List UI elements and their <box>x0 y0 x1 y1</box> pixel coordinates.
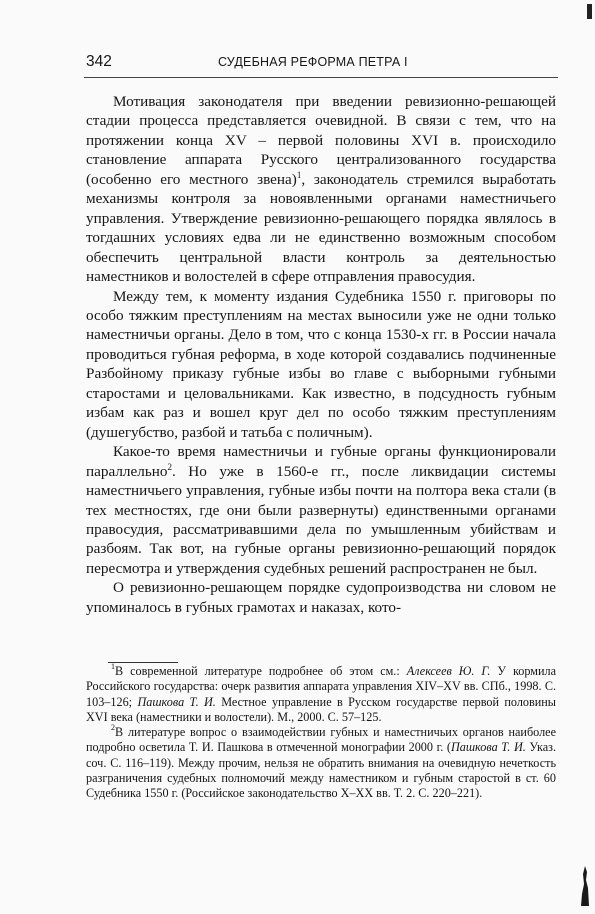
main-text <box>86 92 556 617</box>
running-title: СУДЕБНАЯ РЕФОРМА ПЕТРА I <box>218 55 408 69</box>
footnote-2-text-a: В литературе вопрос о взаимодействии губных и наместничьих органов наиболее подробно осветила Т. И. Пашкова в отмеченной монографии 2000 г. ( <box>86 725 556 755</box>
scan-edge-mark <box>587 4 592 19</box>
footnote-1 <box>86 664 556 725</box>
footnote-2-author: Пашкова Т. И. <box>450 740 526 755</box>
scan-edge-smudge <box>580 866 589 906</box>
paragraph-4: О ревизионно-решающем порядке судопроизводства ни словом не упоминалось в губных грамотах и наказах, кото- <box>86 579 556 616</box>
footnote-1-text-c: Местное управление в Русском государстве первой половины XVI века (наместники и волостели). М., 2000. С. 57–125. <box>86 694 556 724</box>
footnote-2-number: 2 <box>111 723 115 733</box>
footnote-1-author-2: Пашкова Т. И. <box>137 694 216 709</box>
paragraph-1 <box>86 92 556 287</box>
footnote-ref-2: 2 <box>167 461 172 472</box>
page-number: 342 <box>86 53 112 70</box>
header-rule <box>84 77 558 78</box>
paragraph-3-text-b: . Но уже в 1560-е гг., после ликвидации системы наместничьего управления, губные избы почти на полтора века стали (в тех местностях, где они были развернуты) единственными органами правосудия, рассматривавшими дела по умышленным убийствам и разбоям. Так вот, на губные органы ревизионно-решающий порядок пересмотра и утверждения судебных решений распространен не был. <box>86 462 556 577</box>
footnotes <box>86 664 556 802</box>
paragraph-1-text-a: Мотивация законодателя при введении ревизионно-решающей стадии процесса представляется очевидной. В связи с тем, что на протяжении конца XV – первой половины XVI в. происходило становление аппарата Русского централизованного государства (особенно его местного звена) <box>86 93 556 188</box>
paragraph-3 <box>86 442 556 578</box>
paragraph-2: Между тем, к моменту издания Судебника 1550 г. приговоры по особо тяжким преступлениям на местах выносили уже не одни только наместничьи органы. Дело в том, что с конца 1530-х гг. в России начала проводиться губная реформа, в ходе которой создавались подчиненные Разбойному приказу губные избы во главе с выборными губными старостами и целовальниками. Как известно, в подсудность губным избам как раз и вошел круг дел по особо тяжким преступлениям (душегубство, разбой и татьба с поличным). <box>86 287 556 441</box>
footnote-rule <box>108 662 178 663</box>
footnote-2 <box>86 725 556 801</box>
footnote-1-number: 1 <box>111 662 115 671</box>
footnote-2-text-b: Указ. соч. С. 116–119). Между прочим, нельзя не обратить внимания на очевидную нечеткость разграничения судебных полномочий между наместником и губным старостой в ст. 60 Судебника 1550 г. (Российское законодательство X–XX вв. Т. 2. С. 220–221). <box>86 740 556 801</box>
paragraph-1-text-b: , законодатель стремился выработать механизмы контроля за новоявленными органами наместничьего управления. Утверждение ревизионно-решающего порядка являлось в тогдашних условиях едва ли не единственно возможным способом обеспечить центральной власти контроль за деятельностью наместников и волостелей в сфере отправления правосудия. <box>86 170 556 286</box>
footnote-1-text-a: В современной литературе подробнее об этом см.: <box>115 664 407 678</box>
paragraph-3-text-a: Какое-то время наместничьи и губные органы функционировали параллельно <box>86 443 556 480</box>
footnote-ref-1: 1 <box>296 169 302 180</box>
footnote-1-text-b: У кормила Российского государства: очерк развития аппарата управления XIV–XV вв. СПб., 1998. С. 103–126; <box>86 664 556 709</box>
footnote-1-author-1: Алексеев Ю. Г. <box>406 664 491 678</box>
